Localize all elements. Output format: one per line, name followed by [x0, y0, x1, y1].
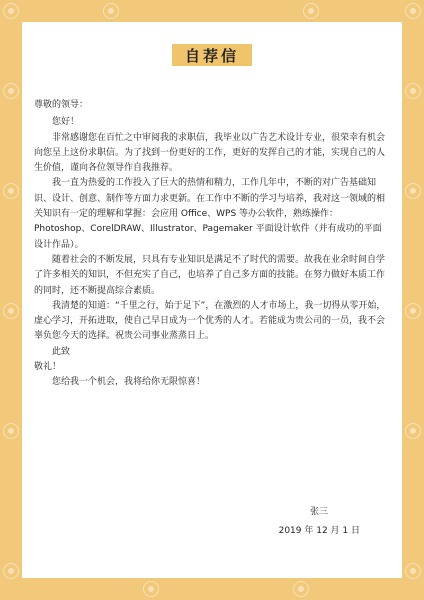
flower-decoration — [290, 578, 312, 600]
flower-decoration — [402, 420, 424, 442]
title-banner — [172, 44, 252, 66]
final-line: 您给我一个机会，我将给你无限惊喜！ — [52, 377, 206, 388]
paragraph-2: 我一直为热爱的工作投入了巨大的热情和精力，工作几年中，不断的对广告基础知识、设计、创意、制作等方面力求更新。在工作中不断的学习与培养，我对这一领域的相关知识有一定的理解和掌握：会应用 Office、WPS 等办公软件，熟练操作：Photoshop、CorelDRAW、Illustrator、Pagemaker 平面设计软件（并有成功的平面设计作品）。 — [34, 178, 386, 250]
closing-1: 此致 — [52, 346, 71, 357]
paragraph-3: 随着社会的不断发展，只具有专业知识是满足不了时代的需要。故我在业余时间自学了许多相关的知识，不但充实了自己，也培养了自己多方面的技能。在努力做好本质工作的同时，还不断提高综合素质。 — [34, 254, 386, 296]
flower-decoration — [0, 300, 22, 322]
salutation: 尊敬的领导： — [34, 100, 89, 110]
page-title: 自荐信 — [184, 46, 239, 65]
closing-2: 敬礼！ — [34, 362, 62, 373]
paragraph-4: 我清楚的知道：“千里之行，始于足下”，在激烈的人才市场上，我一切得从零开始，虚心学习，开拓进取，使自己早日成为一个优秀的人才。若能成为贵公司的一员，我不会辜负您今天的选择。祝贵公司事业蒸蒸日上。 — [34, 300, 386, 342]
signature-block — [260, 505, 360, 539]
flower-decoration — [0, 180, 22, 202]
paragraph-1: 非常感谢您在百忙之中审阅我的求职信，我毕业以广告艺术设计专业，很荣幸有机会向您呈上这份求职信。为了找到一份更好的工作，更好的发挥自己的才能，实现自己的人生价值，谨向各位领导作自我推荐。 — [34, 132, 386, 174]
flower-decoration — [402, 560, 424, 582]
flower-decoration — [0, 0, 22, 22]
flower-decoration — [402, 300, 424, 322]
letter-body — [34, 98, 390, 391]
letter-paper — [22, 22, 402, 578]
flower-decoration — [402, 80, 424, 102]
flower-decoration — [402, 0, 424, 22]
flower-decoration — [402, 180, 424, 202]
greeting: 您好！ — [52, 117, 80, 128]
flower-decoration — [0, 420, 22, 442]
flower-decoration — [0, 560, 22, 582]
flower-decoration — [140, 578, 162, 600]
signature-date: 2019 年 12 月 1 日 — [278, 526, 360, 536]
flower-decoration — [0, 80, 22, 102]
flower-decoration — [100, 0, 122, 22]
flower-decoration — [300, 0, 322, 22]
signature-name: 张三 — [309, 507, 328, 517]
